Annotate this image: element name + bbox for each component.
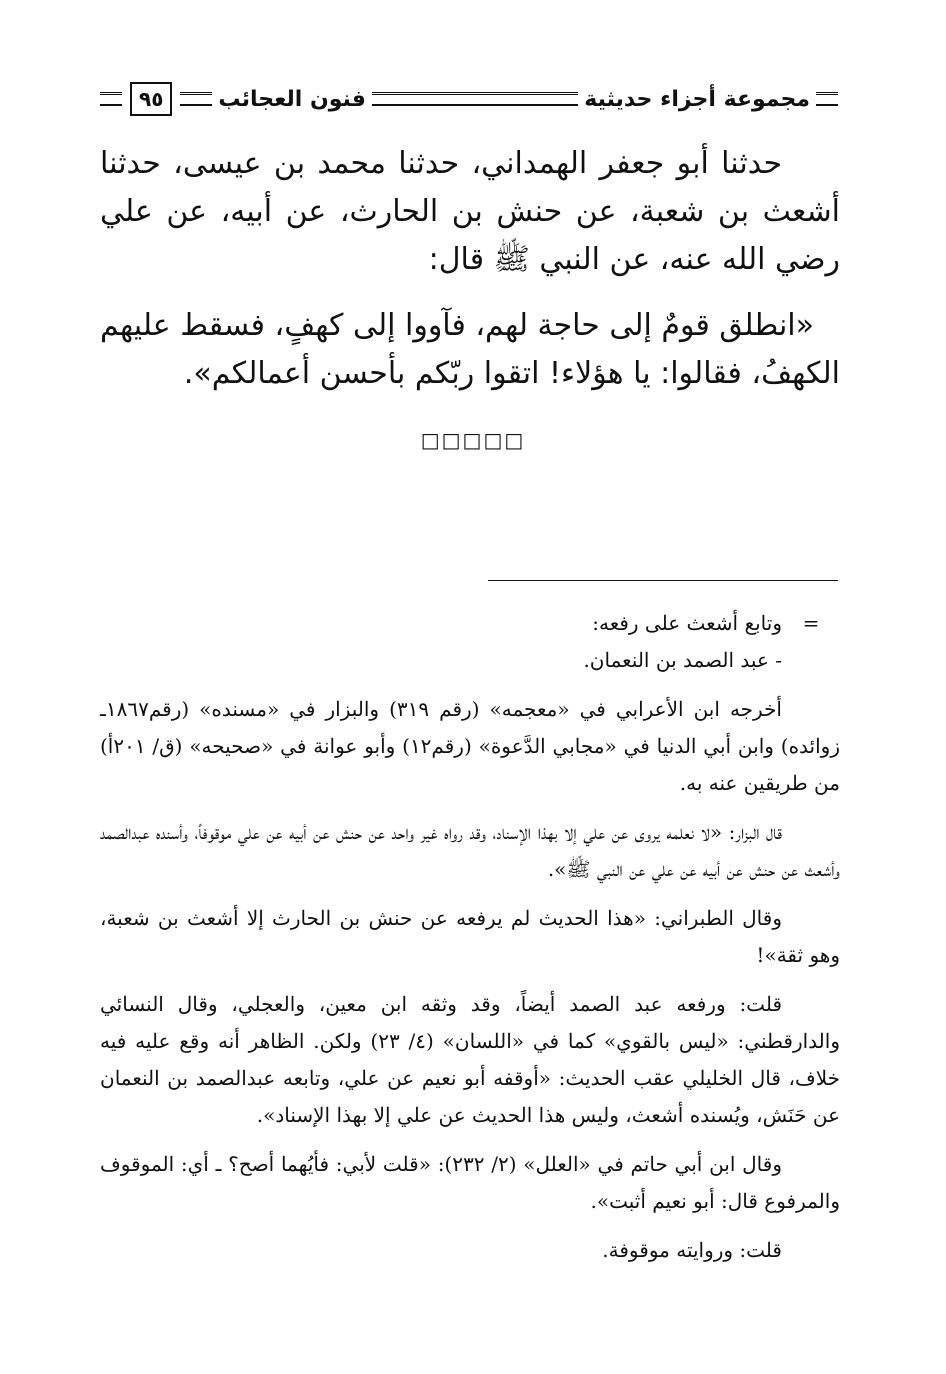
footnote-conclusion: قلت: وروايته موقوفة.	[602, 1238, 782, 1262]
footnote-divider	[488, 580, 838, 581]
footnote-intro: وتابع أشعث على رفعه:	[592, 611, 782, 635]
footnote-line	[100, 605, 840, 642]
header-rule	[816, 92, 838, 106]
footnote-takhrij: أخرجه ابن الأعرابي في «معجمه» (رقم ٣١٩) والبزار في «مسنده» (رقم١٨٦٧ـ زوائده) وابن أبي الدنيا في «مجابي الدَّعوة» (رقم١٢) وأبو عوانة في «صحيحه» (ق/ ٢٠١أ) من طريقين عنه به.	[100, 697, 840, 795]
footnote-qultu: قلت: ورفعه عبد الصمد أيضاً، وقد وثقه ابن معين، والعجلي، وقال النسائي والدارقطني: «ليس بالقوي» كما في «اللسان» (٤/ ٢٣) ولكن. الظاهر أنه وقع عليه فيه خلاف، قال الخليلي عقب الحديث: «أوقفه أبو نعيم عن علي، وتابعه عبدالصمد بن النعمان عن حَنَش، ويُسنده أشعث، وليس هذا الحديث عن علي إلا بهذا الإسناد».	[100, 992, 840, 1127]
header-rule	[180, 92, 212, 106]
hadith-text: «انطلق قومٌ إلى حاجة لهم، فآووا إلى كهفٍ، فسقط عليهم الكهفُ، فقالوا: يا هؤلاء! اتقوا ربّكم بأحسن أعمالكم».	[100, 308, 840, 391]
section-separator: □□□□□	[420, 428, 526, 452]
footnotes	[100, 605, 840, 1269]
main-text	[100, 140, 840, 398]
footnote-narrator: - عبد الصمد بن النعمان.	[583, 648, 782, 672]
header-rule	[100, 92, 122, 106]
page-number: ٩٥	[130, 82, 172, 116]
footnote-abu-hatim: وقال ابن أبي حاتم في «العلل» (٢/ ٢٣٢): «قلت لأبي: فأيُهما أصح؟ ـ أي: الموقوف والمرفوع قال: أبو نعيم أثبت».	[100, 1152, 840, 1213]
book-title: مجموعة أجزاء حديثية	[584, 86, 810, 112]
running-header	[96, 80, 842, 118]
footnote-tabarani: وقال الطبراني: «هذا الحديث لم يرفعه عن حنش بن الحارث إلا أشعث بن شعبة، وهو ثقة»!	[100, 906, 840, 967]
part-title: فنون العجائب	[218, 86, 366, 112]
isnad-paragraph: حدثنا أبو جعفر الهمداني، حدثنا محمد بن عيسى، حدثنا أشعث بن شعبة، عن حنش بن الحارث، عن أبيه، عن علي رضي الله عنه، عن النبي ﷺ قال:	[100, 146, 840, 277]
footnote-bazzar: قال البزار: «لا نعلمه يروى عن علي إلا بهذا الإسناد، وقد رواه غير واحد عن حنش عن أبيه عن علي موقوفاً، وأسنده عبدالصمد وأشعث عن حنش عن أبيه عن علي عن النبي ﷺ».	[100, 820, 840, 881]
continuation-mark: =	[802, 611, 820, 635]
header-rule	[372, 92, 578, 106]
